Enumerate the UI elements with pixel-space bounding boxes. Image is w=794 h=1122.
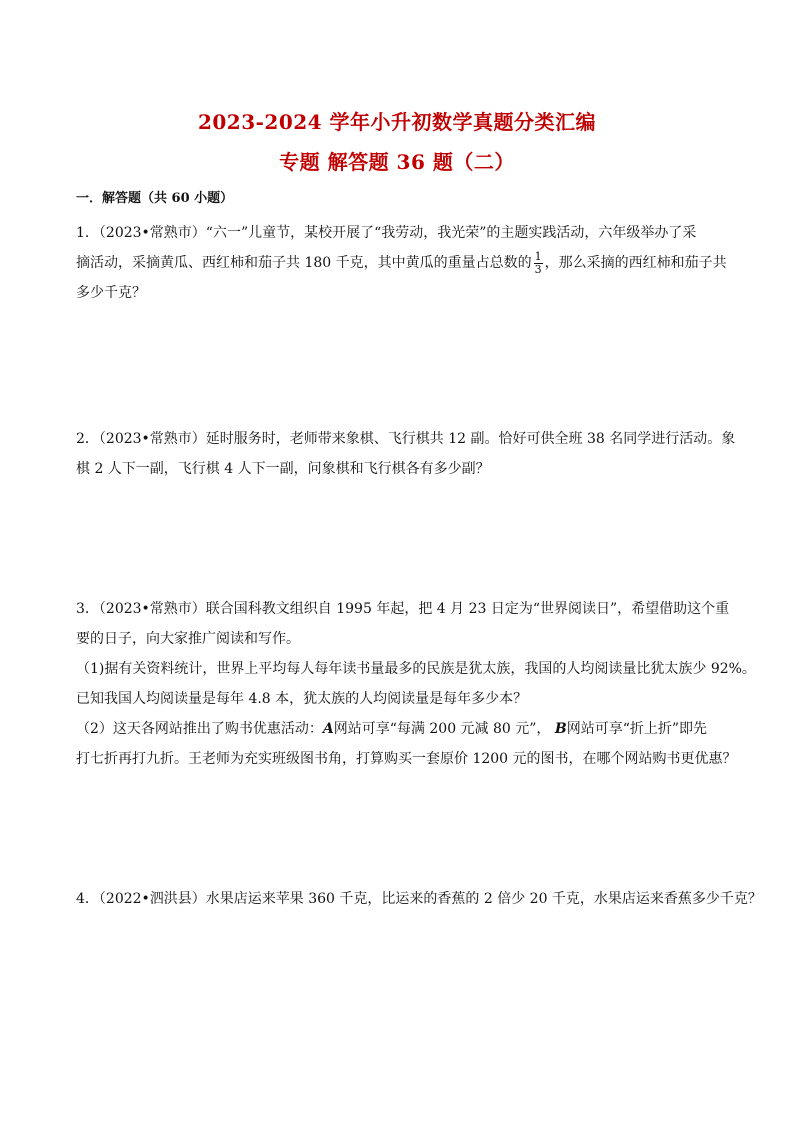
question-1-line-2-text-a: 摘活动，采摘黄瓜、西红柿和茄子共 180 千克，其中黄瓜的重量占总数的 <box>76 255 532 271</box>
question-3-line-5-text-c: 网站可享“折上折”即先 <box>566 721 708 737</box>
question-1-line-1: 1．（2023•常熟市）“六一”儿童节，某校开展了“我劳动，我光荣”的主题实践活动，六年级举办了采 <box>76 225 697 241</box>
variable-b: B <box>554 721 567 737</box>
question-1-line-3: 多少千克？ <box>76 285 146 301</box>
question-2 <box>76 424 736 484</box>
question-1-line-2-text-b: ，那么采摘的西红柿和茄子共 <box>544 255 727 271</box>
question-2-line-2: 棋 2 人下一副，飞行棋 4 人下一副，问象棋和飞行棋各有多少副？ <box>76 461 490 477</box>
question-3-line-6: 打七折再打九折。王老师为充实班级图书角，打算购买一套原价 1200 元的图书，在哪个网站购书更优惠？ <box>76 751 737 767</box>
question-1-line-2 <box>76 248 727 278</box>
document-subtitle: 专题 解答题 36 题（二） <box>279 150 515 174</box>
fraction-one-third <box>534 251 543 276</box>
question-3-line-2: 要的日子，向大家推广阅读和写作。 <box>76 631 300 647</box>
fraction-denominator: 3 <box>534 262 542 276</box>
question-3-line-3: （1)据有关资料统计，世界上平均每人每年读书量最多的民族是犹太族，我国的人均阅读量比犹太族少 92%。 <box>76 661 756 677</box>
fraction-numerator: 1 <box>534 249 542 263</box>
question-3 <box>76 594 756 774</box>
section-heading: 一．解答题（共 60 小题） <box>76 191 234 206</box>
variable-a: A <box>322 721 334 737</box>
question-3-line-4: 已知我国人均阅读量是每年 4.8 本，犹太族的人均阅读量是每年多少本？ <box>76 691 528 707</box>
question-3-line-5-text-a: （2）这天各网站推出了购书优惠活动： <box>76 721 323 737</box>
question-2-line-1: 2．（2023•常熟市）延时服务时，老师带来象棋、飞行棋共 12 副。恰好可供全班 38 名同学进行活动。象 <box>76 431 736 447</box>
document-title: 2023-2024 学年小升初数学真题分类汇编 <box>197 110 597 134</box>
question-3-line-1: 3．（2023•常熟市）联合国科教文组织自 1995 年起，把 4 月 23 日定为“世界阅读日”，希望借助这个重 <box>76 601 730 617</box>
question-3-line-5-text-b: 网站可享“每满 200 元减 80 元”， <box>333 721 555 737</box>
question-4-line-1: 4．（2022•泗洪县）水果店运来苹果 360 千克，比运来的香蕉的 2 倍少 20 千克，水果店运来香蕉多少千克？ <box>76 891 762 907</box>
question-1 <box>76 218 727 308</box>
question-3-line-5 <box>76 714 724 744</box>
question-4 <box>76 884 762 914</box>
